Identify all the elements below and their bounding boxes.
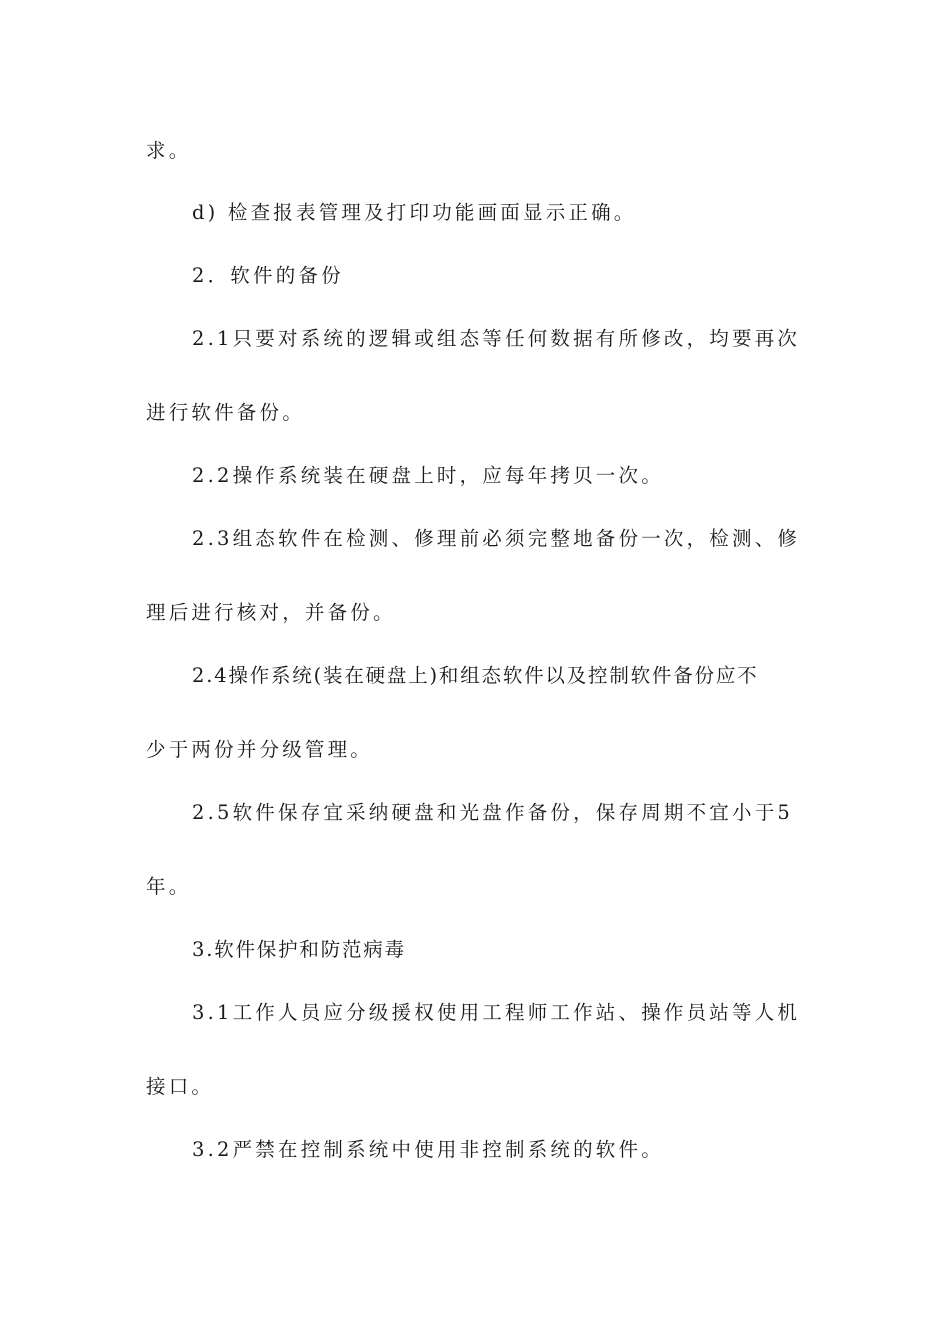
paragraph-line: 2.1只要对系统的逻辑或组态等任何数据有所修改，均要再次 [192, 327, 801, 350]
section-heading: 2．软件的备份 [192, 264, 344, 287]
paragraph-line: 少于两份并分级管理。 [146, 738, 374, 761]
paragraph-line: 求。 [146, 139, 192, 162]
paragraph-line: 进行软件备份。 [146, 401, 305, 424]
paragraph-line: 接口。 [146, 1075, 215, 1098]
paragraph-line: 2.3组态软件在检测、修理前必须完整地备份一次，检测、修 [192, 527, 801, 550]
section-heading: 3.软件保护和防范病毒 [192, 938, 406, 961]
paragraph-line: 年。 [146, 875, 192, 898]
paragraph-line: d) 检查报表管理及打印功能画面显示正确。 [192, 201, 637, 224]
paragraph-line: 2.5软件保存宜采纳硬盘和光盘作备份，保存周期不宜小于5 [192, 801, 794, 824]
paragraph-line: 2.4操作系统(装在硬盘上)和组态软件以及控制软件备份应不 [192, 664, 759, 687]
paragraph-line: 3.2严禁在控制系统中使用非控制系统的软件。 [192, 1138, 664, 1161]
paragraph-line: 3.1工作人员应分级援权使用工程师工作站、操作员站等人机 [192, 1001, 801, 1024]
paragraph-line: 2.2操作系统装在硬盘上时，应每年拷贝一次。 [192, 464, 664, 487]
paragraph-line: 理后进行核对，并备份。 [146, 601, 396, 624]
